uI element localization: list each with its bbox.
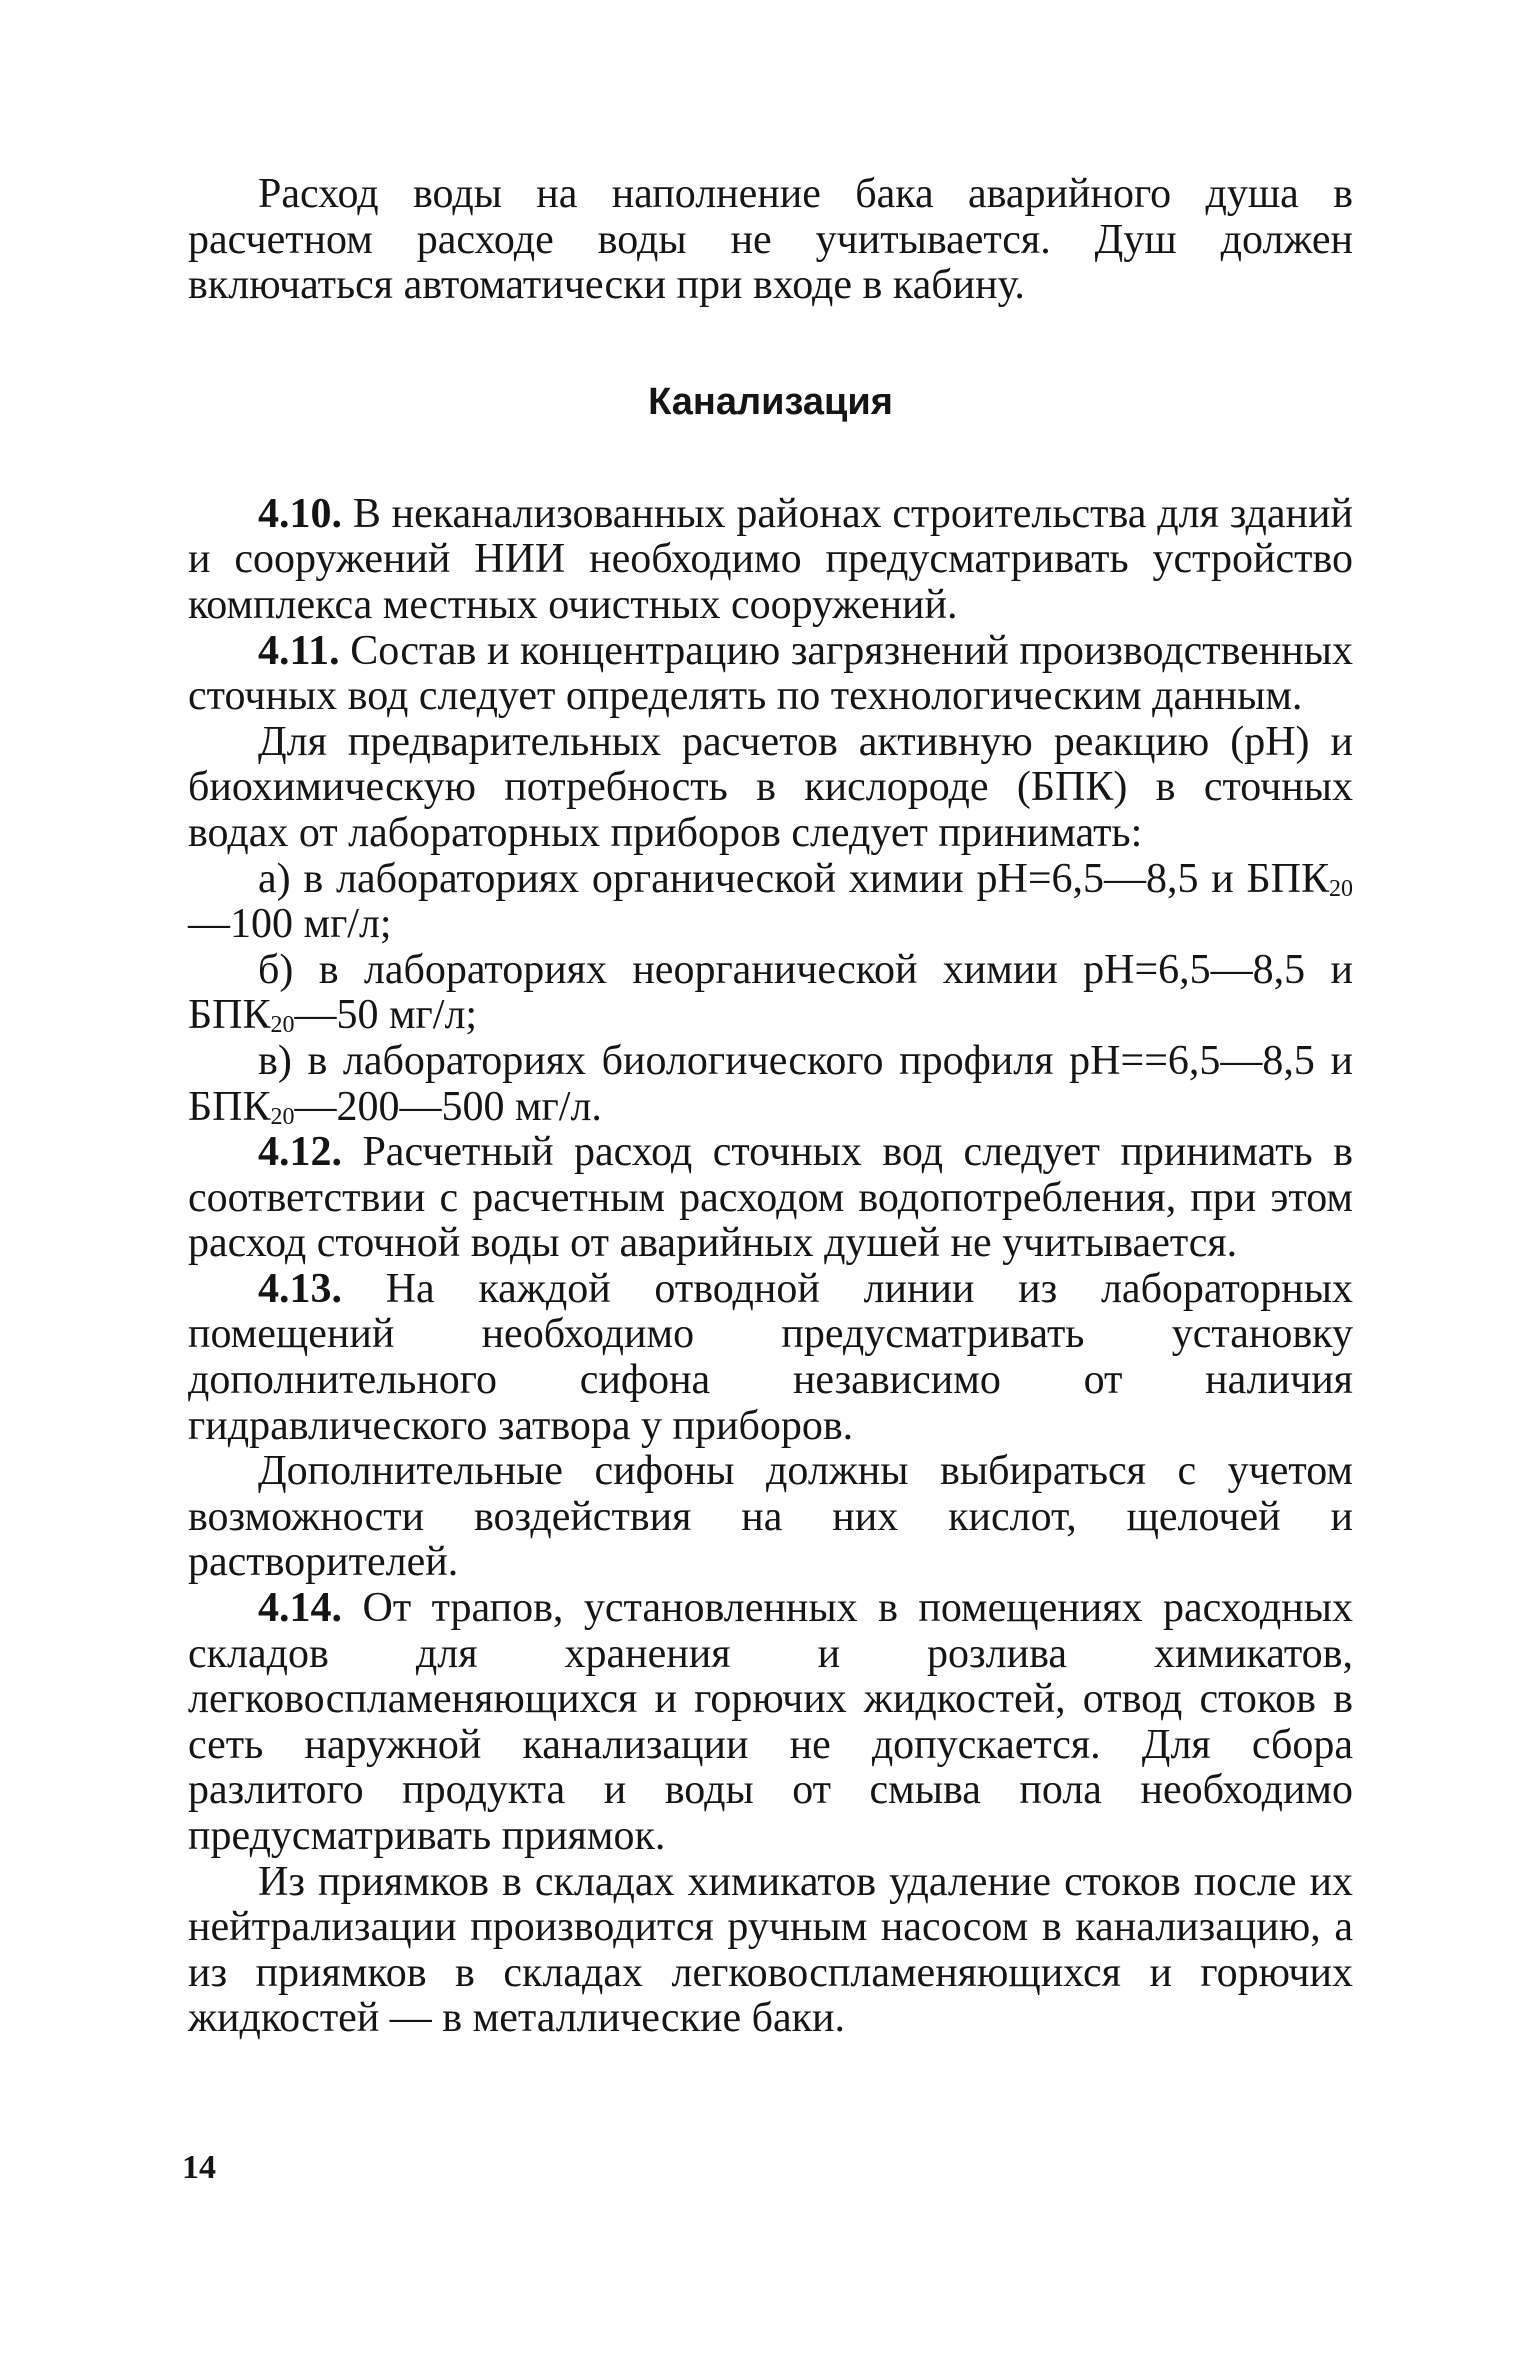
list-item-a: а) в лабораториях органической химии рН=6,5—8,5 и $БПК_{20}—100$ мг/л;	[188, 855, 1353, 948]
list-item-c: в) в лабораториях биологического профиля рН==6,5—8,5 и $БПК_{20}—200—500$ мг/л.	[188, 1037, 1353, 1130]
clause-4-12	[188, 1130, 1353, 1267]
paragraph-pits-drainage: Из приямков в складах химикатов удаление стоков после их нейтрализации производится ручным насосом в канализацию, а из приямков в складах легковоспламеняющихся и горючих жидкостей — в металлические баки.	[188, 1858, 1353, 2042]
clause-text: От трапов, установленных в помещениях расходных складов для хранения и розлива химикатов, легковоспламеняющихся и горючих жидкостей, отвод стоков в сеть наружной канализации не допускается. Для сбора разлитого продукта и воды от смыва пола необходимо предусматривать приямок.	[188, 1585, 1353, 1859]
clause-text: В неканализованных районах строительства для зданий и сооружений НИИ необходимо предусматривать устройство комплекса местных очистных сооружений.	[188, 490, 1353, 628]
clause-text: Расчетный расход сточных вод следует принимать в соответствии с расчетным расходом водопотребления, при этом расход сточной воды от аварийных душей не учитывается.	[188, 1129, 1353, 1267]
clause-number: 4.10.	[258, 490, 342, 537]
clause-number: 4.13.	[258, 1265, 342, 1312]
section-heading-sewerage: Канализация	[648, 380, 893, 423]
clause-number: 4.14.	[258, 1585, 342, 1632]
document-page	[188, 172, 1353, 2042]
clause-number: 4.12.	[258, 1129, 342, 1176]
list-item-b: б) в лабораториях неорганической химии рН=6,5—8,5 и $БПК_{20}—50$ мг/л;	[188, 946, 1353, 1039]
clause-4-13	[188, 1267, 1353, 1449]
clause-4-11	[188, 629, 1353, 720]
clause-4-14	[188, 1586, 1353, 1860]
paragraph-emergency-shower: Расход воды на наполнение бака аварийного душа в расчетном расходе воды не учитывается. Душ должен включаться автоматически при входе в кабину.	[188, 171, 1353, 309]
clause-4-10	[188, 492, 1353, 629]
page-number: 14	[182, 2149, 216, 2186]
clause-text: Состав и концентрацию загрязнений производственных сточных вод следует определять по технологическим данным.	[188, 627, 1353, 720]
paragraph-preliminary-calculations: Для предварительных расчетов активную реакцию (рН) и биохимическую потребность в кислороде (БПК) в сточных водах от лабораторных приборов следует принимать:	[188, 718, 1353, 856]
paragraph-additional-siphons: Дополнительные сифоны должны выбираться с учетом возможности воздействия на них кислот, щелочей и растворителей.	[188, 1448, 1353, 1586]
clause-text: На каждой отводной линии из лабораторных помещений необходимо предусматривать установку дополнительного сифона независимо от наличия гидравлического затвора у приборов.	[188, 1265, 1353, 1449]
clause-number: 4.11.	[258, 627, 340, 674]
